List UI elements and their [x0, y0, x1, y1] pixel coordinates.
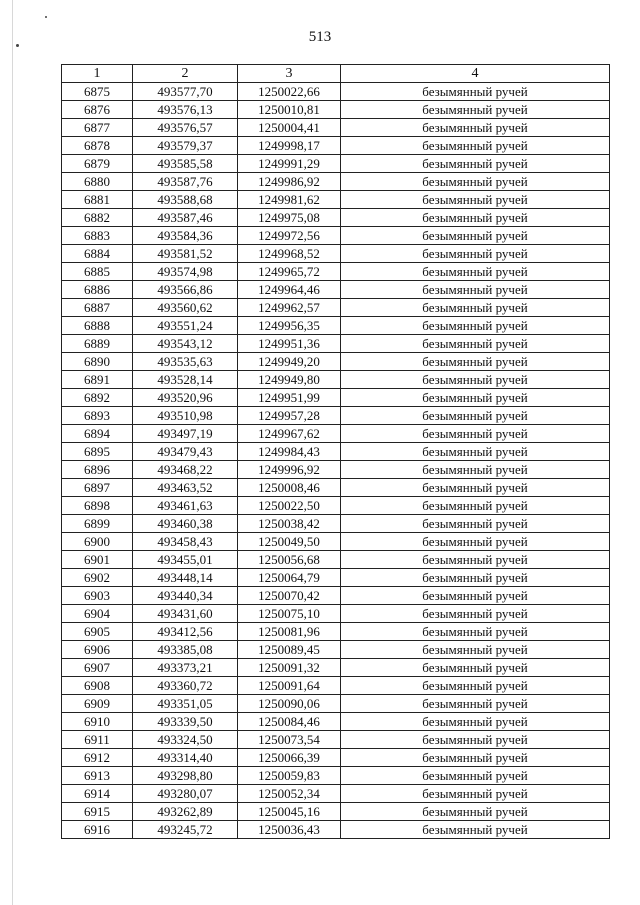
description-cell: безымянный ручей [341, 605, 610, 623]
table-row [62, 677, 610, 695]
description-cell: безымянный ручей [341, 281, 610, 299]
description-cell: безымянный ручей [341, 551, 610, 569]
y-coordinate-cell: 1249972,56 [238, 227, 341, 245]
x-coordinate-cell: 493262,89 [133, 803, 238, 821]
y-coordinate-cell: 1250066,39 [238, 749, 341, 767]
description-cell: безымянный ручей [341, 155, 610, 173]
point-number-cell: 6884 [62, 245, 133, 263]
description-cell: безымянный ручей [341, 497, 610, 515]
point-number-cell: 6910 [62, 713, 133, 731]
x-coordinate-cell: 493543,12 [133, 335, 238, 353]
table-row [62, 263, 610, 281]
x-coordinate-cell: 493520,96 [133, 389, 238, 407]
point-number-cell: 6890 [62, 353, 133, 371]
y-coordinate-cell: 1250056,68 [238, 551, 341, 569]
y-coordinate-cell: 1249962,57 [238, 299, 341, 317]
x-coordinate-cell: 493385,08 [133, 641, 238, 659]
description-cell: безымянный ручей [341, 767, 610, 785]
x-coordinate-cell: 493360,72 [133, 677, 238, 695]
y-coordinate-cell: 1249949,20 [238, 353, 341, 371]
description-cell: безымянный ручей [341, 389, 610, 407]
x-coordinate-cell: 493479,43 [133, 443, 238, 461]
point-number-cell: 6904 [62, 605, 133, 623]
x-coordinate-cell: 493314,40 [133, 749, 238, 767]
y-coordinate-cell: 1250084,46 [238, 713, 341, 731]
y-coordinate-cell: 1249981,62 [238, 191, 341, 209]
point-number-cell: 6897 [62, 479, 133, 497]
scan-speck [45, 16, 47, 18]
y-coordinate-cell: 1249951,36 [238, 335, 341, 353]
point-number-cell: 6894 [62, 425, 133, 443]
table-row [62, 425, 610, 443]
point-number-cell: 6896 [62, 461, 133, 479]
point-number-cell: 6891 [62, 371, 133, 389]
point-number-cell: 6878 [62, 137, 133, 155]
table-row [62, 749, 610, 767]
y-coordinate-cell: 1249957,28 [238, 407, 341, 425]
table-row [62, 407, 610, 425]
table-row [62, 731, 610, 749]
x-coordinate-cell: 493510,98 [133, 407, 238, 425]
description-cell: безымянный ручей [341, 461, 610, 479]
y-coordinate-cell: 1250010,81 [238, 101, 341, 119]
description-cell: безымянный ручей [341, 425, 610, 443]
point-number-cell: 6911 [62, 731, 133, 749]
y-coordinate-cell: 1250090,06 [238, 695, 341, 713]
point-number-cell: 6913 [62, 767, 133, 785]
description-cell: безымянный ручей [341, 299, 610, 317]
description-cell: безымянный ручей [341, 785, 610, 803]
table-row [62, 281, 610, 299]
y-coordinate-cell: 1249991,29 [238, 155, 341, 173]
table-row [62, 659, 610, 677]
y-coordinate-cell: 1250049,50 [238, 533, 341, 551]
y-coordinate-cell: 1250070,42 [238, 587, 341, 605]
y-coordinate-cell: 1250004,41 [238, 119, 341, 137]
y-coordinate-cell: 1250036,43 [238, 821, 341, 839]
point-number-cell: 6880 [62, 173, 133, 191]
point-number-cell: 6907 [62, 659, 133, 677]
y-coordinate-cell: 1250089,45 [238, 641, 341, 659]
description-cell: безымянный ручей [341, 803, 610, 821]
point-number-cell: 6881 [62, 191, 133, 209]
table-row [62, 443, 610, 461]
point-number-cell: 6888 [62, 317, 133, 335]
table-row [62, 569, 610, 587]
description-cell: безымянный ручей [341, 821, 610, 839]
table-row [62, 551, 610, 569]
x-coordinate-cell: 493585,58 [133, 155, 238, 173]
description-cell: безымянный ручей [341, 515, 610, 533]
table-header-row [62, 65, 610, 83]
y-coordinate-cell: 1249998,17 [238, 137, 341, 155]
x-coordinate-cell: 493574,98 [133, 263, 238, 281]
description-cell: безымянный ручей [341, 137, 610, 155]
description-cell: безымянный ручей [341, 731, 610, 749]
y-coordinate-cell: 1250073,54 [238, 731, 341, 749]
table-row [62, 641, 610, 659]
x-coordinate-cell: 493351,05 [133, 695, 238, 713]
x-coordinate-cell: 493560,62 [133, 299, 238, 317]
x-coordinate-cell: 493458,43 [133, 533, 238, 551]
x-coordinate-cell: 493298,80 [133, 767, 238, 785]
table-row [62, 209, 610, 227]
point-number-cell: 6916 [62, 821, 133, 839]
description-cell: безымянный ручей [341, 101, 610, 119]
point-number-cell: 6900 [62, 533, 133, 551]
table-row [62, 101, 610, 119]
table-row [62, 299, 610, 317]
table-row [62, 461, 610, 479]
y-coordinate-cell: 1250038,42 [238, 515, 341, 533]
scan-edge [12, 0, 13, 905]
x-coordinate-cell: 493461,63 [133, 497, 238, 515]
point-number-cell: 6906 [62, 641, 133, 659]
point-number-cell: 6895 [62, 443, 133, 461]
y-coordinate-cell: 1249967,62 [238, 425, 341, 443]
y-coordinate-cell: 1250091,64 [238, 677, 341, 695]
description-cell: безымянный ручей [341, 335, 610, 353]
y-coordinate-cell: 1249956,35 [238, 317, 341, 335]
y-coordinate-cell: 1250022,50 [238, 497, 341, 515]
point-number-cell: 6915 [62, 803, 133, 821]
x-coordinate-cell: 493584,36 [133, 227, 238, 245]
point-number-cell: 6876 [62, 101, 133, 119]
y-coordinate-cell: 1249964,46 [238, 281, 341, 299]
table-row [62, 605, 610, 623]
y-coordinate-cell: 1250091,32 [238, 659, 341, 677]
description-cell: безымянный ручей [341, 533, 610, 551]
description-cell: безымянный ручей [341, 749, 610, 767]
y-coordinate-cell: 1249984,43 [238, 443, 341, 461]
description-cell: безымянный ручей [341, 263, 610, 281]
point-number-cell: 6886 [62, 281, 133, 299]
y-coordinate-cell: 1250052,34 [238, 785, 341, 803]
point-number-cell: 6889 [62, 335, 133, 353]
point-number-cell: 6885 [62, 263, 133, 281]
description-cell: безымянный ручей [341, 83, 610, 101]
description-cell: безымянный ручей [341, 407, 610, 425]
table-row [62, 83, 610, 101]
description-cell: безымянный ручей [341, 173, 610, 191]
x-coordinate-cell: 493324,50 [133, 731, 238, 749]
x-coordinate-cell: 493579,37 [133, 137, 238, 155]
description-cell: безымянный ручей [341, 245, 610, 263]
y-coordinate-cell: 1250064,79 [238, 569, 341, 587]
description-cell: безымянный ручей [341, 569, 610, 587]
y-coordinate-cell: 1249951,99 [238, 389, 341, 407]
point-number-cell: 6905 [62, 623, 133, 641]
table-row [62, 317, 610, 335]
table-row [62, 623, 610, 641]
point-number-cell: 6893 [62, 407, 133, 425]
y-coordinate-cell: 1250059,83 [238, 767, 341, 785]
description-cell: безымянный ручей [341, 443, 610, 461]
table-row [62, 497, 610, 515]
y-coordinate-cell: 1250008,46 [238, 479, 341, 497]
point-number-cell: 6879 [62, 155, 133, 173]
table-row [62, 389, 610, 407]
point-number-cell: 6898 [62, 497, 133, 515]
x-coordinate-cell: 493577,70 [133, 83, 238, 101]
column-header: 2 [133, 65, 238, 83]
column-header: 3 [238, 65, 341, 83]
x-coordinate-cell: 493576,13 [133, 101, 238, 119]
description-cell: безымянный ручей [341, 371, 610, 389]
y-coordinate-cell: 1249986,92 [238, 173, 341, 191]
description-cell: безымянный ручей [341, 209, 610, 227]
x-coordinate-cell: 493440,34 [133, 587, 238, 605]
x-coordinate-cell: 493245,72 [133, 821, 238, 839]
description-cell: безымянный ручей [341, 353, 610, 371]
y-coordinate-cell: 1250022,66 [238, 83, 341, 101]
y-coordinate-cell: 1249965,72 [238, 263, 341, 281]
table-row [62, 695, 610, 713]
description-cell: безымянный ручей [341, 659, 610, 677]
description-cell: безымянный ручей [341, 623, 610, 641]
table-row [62, 713, 610, 731]
x-coordinate-cell: 493455,01 [133, 551, 238, 569]
table-row [62, 137, 610, 155]
y-coordinate-cell: 1250045,16 [238, 803, 341, 821]
x-coordinate-cell: 493588,68 [133, 191, 238, 209]
point-number-cell: 6887 [62, 299, 133, 317]
point-number-cell: 6909 [62, 695, 133, 713]
description-cell: безымянный ручей [341, 119, 610, 137]
table-row [62, 587, 610, 605]
x-coordinate-cell: 493431,60 [133, 605, 238, 623]
point-number-cell: 6899 [62, 515, 133, 533]
x-coordinate-cell: 493460,38 [133, 515, 238, 533]
x-coordinate-cell: 493587,76 [133, 173, 238, 191]
x-coordinate-cell: 493468,22 [133, 461, 238, 479]
x-coordinate-cell: 493497,19 [133, 425, 238, 443]
table-row [62, 821, 610, 839]
x-coordinate-cell: 493412,56 [133, 623, 238, 641]
y-coordinate-cell: 1250075,10 [238, 605, 341, 623]
table-row [62, 785, 610, 803]
coordinates-table [61, 64, 610, 839]
table-row [62, 533, 610, 551]
table-row [62, 173, 610, 191]
x-coordinate-cell: 493463,52 [133, 479, 238, 497]
x-coordinate-cell: 493535,63 [133, 353, 238, 371]
table-row [62, 155, 610, 173]
table-row [62, 767, 610, 785]
column-header: 4 [341, 65, 610, 83]
x-coordinate-cell: 493373,21 [133, 659, 238, 677]
description-cell: безымянный ручей [341, 677, 610, 695]
point-number-cell: 6903 [62, 587, 133, 605]
point-number-cell: 6882 [62, 209, 133, 227]
description-cell: безымянный ручей [341, 317, 610, 335]
y-coordinate-cell: 1249996,92 [238, 461, 341, 479]
x-coordinate-cell: 493581,52 [133, 245, 238, 263]
point-number-cell: 6892 [62, 389, 133, 407]
page-number: 513 [308, 29, 332, 45]
description-cell: безымянный ручей [341, 227, 610, 245]
table-row [62, 371, 610, 389]
point-number-cell: 6875 [62, 83, 133, 101]
table-row [62, 245, 610, 263]
table-row [62, 191, 610, 209]
table-row [62, 479, 610, 497]
description-cell: безымянный ручей [341, 479, 610, 497]
point-number-cell: 6908 [62, 677, 133, 695]
description-cell: безымянный ручей [341, 191, 610, 209]
description-cell: безымянный ручей [341, 713, 610, 731]
y-coordinate-cell: 1250081,96 [238, 623, 341, 641]
y-coordinate-cell: 1249949,80 [238, 371, 341, 389]
point-number-cell: 6901 [62, 551, 133, 569]
point-number-cell: 6883 [62, 227, 133, 245]
point-number-cell: 6877 [62, 119, 133, 137]
x-coordinate-cell: 493448,14 [133, 569, 238, 587]
y-coordinate-cell: 1249968,52 [238, 245, 341, 263]
point-number-cell: 6912 [62, 749, 133, 767]
y-coordinate-cell: 1249975,08 [238, 209, 341, 227]
description-cell: безымянный ручей [341, 641, 610, 659]
x-coordinate-cell: 493587,46 [133, 209, 238, 227]
description-cell: безымянный ручей [341, 695, 610, 713]
x-coordinate-cell: 493280,07 [133, 785, 238, 803]
table-row [62, 353, 610, 371]
x-coordinate-cell: 493339,50 [133, 713, 238, 731]
table-body [62, 83, 610, 839]
table-row [62, 119, 610, 137]
point-number-cell: 6914 [62, 785, 133, 803]
x-coordinate-cell: 493576,57 [133, 119, 238, 137]
x-coordinate-cell: 493566,86 [133, 281, 238, 299]
table-row [62, 227, 610, 245]
x-coordinate-cell: 493528,14 [133, 371, 238, 389]
table-row [62, 803, 610, 821]
column-header: 1 [62, 65, 133, 83]
point-number-cell: 6902 [62, 569, 133, 587]
table-row [62, 515, 610, 533]
x-coordinate-cell: 493551,24 [133, 317, 238, 335]
description-cell: безымянный ручей [341, 587, 610, 605]
table-row [62, 335, 610, 353]
